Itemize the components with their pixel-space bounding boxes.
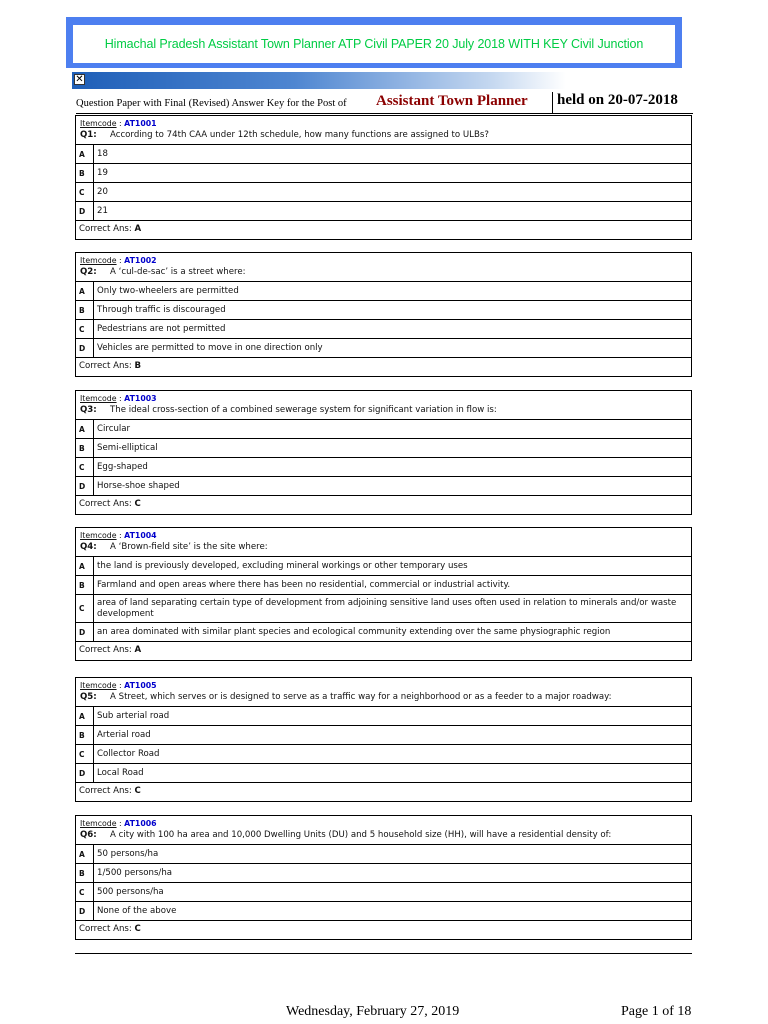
- itemcode: Itemcode : AT1001: [80, 119, 157, 128]
- option-row: [76, 707, 691, 726]
- option-row: [76, 145, 691, 164]
- question-number: Q4:: [80, 542, 97, 552]
- option-letter: C: [76, 320, 94, 338]
- option-letter: D: [76, 902, 94, 920]
- option-row: [76, 726, 691, 745]
- header-post: Assistant Town Planner: [376, 93, 528, 109]
- option-row: [76, 595, 691, 623]
- option-text: Through traffic is discouraged: [97, 305, 226, 315]
- option-text: 21: [97, 206, 108, 216]
- answer-value: A: [134, 224, 142, 234]
- answer-value: C: [134, 924, 141, 934]
- correct-answer: Correct Ans: B: [79, 361, 142, 371]
- question-block: [75, 115, 692, 240]
- question-number: Q6:: [80, 830, 97, 840]
- answer-value: C: [134, 499, 141, 509]
- option-letter: B: [76, 164, 94, 182]
- itemcode-value: AT1005: [124, 681, 157, 690]
- banner-title: Himachal Pradesh Assistant Town Planner ATP Civil PAPER 20 July 2018 WITH KEY Civil Junction: [104, 37, 644, 51]
- title-banner: [66, 17, 682, 68]
- question-header: [76, 528, 691, 557]
- option-text: Only two-wheelers are permitted: [97, 286, 239, 296]
- option-text: 19: [97, 168, 108, 178]
- option-text: Vehicles are permitted to move in one direction only: [97, 343, 323, 353]
- question-number: Q2:: [80, 267, 97, 277]
- option-text: Egg-shaped: [97, 462, 148, 472]
- option-letter: C: [76, 458, 94, 476]
- option-letter: B: [76, 439, 94, 457]
- itemcode: Itemcode : AT1003: [80, 394, 157, 403]
- itemcode-value: AT1003: [124, 394, 157, 403]
- correct-answer: Correct Ans: C: [79, 924, 141, 934]
- option-row: [76, 339, 691, 358]
- option-text: the land is previously developed, excluding mineral workings or other temporary uses: [97, 561, 468, 571]
- option-row: [76, 557, 691, 576]
- question-block: [75, 677, 692, 802]
- option-row: [76, 845, 691, 864]
- option-row: [76, 745, 691, 764]
- question-header: [76, 678, 691, 707]
- option-letter: C: [76, 883, 94, 901]
- option-row: [76, 458, 691, 477]
- correct-answer: Correct Ans: A: [79, 224, 142, 234]
- option-text: Arterial road: [97, 730, 151, 740]
- option-letter: C: [76, 745, 94, 763]
- question-text: A city with 100 ha area and 10,000 Dwelling Units (DU) and 5 household size (HH), will have a residential density of:: [110, 830, 612, 840]
- option-row: [76, 439, 691, 458]
- itemcode: Itemcode : AT1004: [80, 531, 157, 540]
- option-row: [76, 883, 691, 902]
- option-text: Circular: [97, 424, 131, 434]
- answer-value: B: [134, 361, 142, 371]
- option-text: area of land separating certain type of development from adjoining sensitive land uses often used in relation to minerals and/or waste development: [97, 598, 677, 619]
- paper-header: [76, 92, 693, 114]
- answer-value: A: [134, 645, 142, 655]
- footer-page-number: Page 1 of 18: [621, 1004, 692, 1019]
- next-block-edge: [75, 953, 692, 956]
- option-text: Collector Road: [97, 749, 160, 759]
- question-header: [76, 116, 691, 145]
- option-row: [76, 576, 691, 595]
- itemcode-value: AT1006: [124, 819, 157, 828]
- itemcode-value: AT1002: [124, 256, 157, 265]
- question-block: [75, 815, 692, 940]
- question-header: [76, 253, 691, 282]
- correct-answer: Correct Ans: C: [79, 786, 141, 796]
- header-divider: [76, 113, 693, 114]
- option-letter: D: [76, 764, 94, 782]
- answer-value: C: [134, 786, 141, 796]
- header-intro: Question Paper with Final (Revised) Answer Key for the Post of: [76, 98, 347, 109]
- option-row: [76, 902, 691, 921]
- question-header: [76, 391, 691, 420]
- question-block: [75, 390, 692, 515]
- option-text: None of the above: [97, 906, 177, 916]
- header-held-date: held on 20-07-2018: [552, 92, 678, 113]
- option-text: Sub arterial road: [97, 711, 170, 721]
- option-row: [76, 282, 691, 301]
- itemcode: Itemcode : AT1006: [80, 819, 157, 828]
- option-letter: A: [76, 145, 94, 163]
- option-row: [76, 183, 691, 202]
- itemcode-value: AT1004: [124, 531, 157, 540]
- question-text: The ideal cross-section of a combined sewerage system for significant variation in flow is:: [110, 405, 497, 415]
- footer-date: Wednesday, February 27, 2019: [286, 1004, 460, 1019]
- option-row: [76, 864, 691, 883]
- option-row: [76, 477, 691, 496]
- option-text: an area dominated with similar plant species and ecological community extending over the same physiographic region: [97, 627, 611, 637]
- option-row: [76, 320, 691, 339]
- option-letter: B: [76, 864, 94, 882]
- option-text: 1/500 persons/ha: [97, 868, 173, 878]
- option-row: [76, 764, 691, 783]
- option-text: 20: [97, 187, 108, 197]
- option-row: [76, 164, 691, 183]
- option-row: [76, 623, 691, 642]
- option-text: Local Road: [97, 768, 144, 778]
- question-number: Q3:: [80, 405, 97, 415]
- question-block: [75, 252, 692, 377]
- option-letter: C: [76, 183, 94, 201]
- option-row: [76, 301, 691, 320]
- option-row: [76, 420, 691, 439]
- option-letter: D: [76, 339, 94, 357]
- question-number: Q1:: [80, 130, 97, 140]
- itemcode: Itemcode : AT1005: [80, 681, 157, 690]
- itemcode: Itemcode : AT1002: [80, 256, 157, 265]
- option-letter: A: [76, 845, 94, 863]
- option-text: Semi-elliptical: [97, 443, 158, 453]
- option-letter: D: [76, 623, 94, 641]
- question-text: A ‘cul-de-sac’ is a street where:: [110, 267, 246, 277]
- question-number: Q5:: [80, 692, 97, 702]
- option-text: 50 persons/ha: [97, 849, 159, 859]
- close-icon[interactable]: ✕: [75, 73, 84, 85]
- option-text: Farmland and open areas where there has been no residential, commercial or industrial activity.: [97, 580, 511, 590]
- option-letter: A: [76, 557, 94, 575]
- option-letter: B: [76, 301, 94, 319]
- question-text: A ‘Brown-field site’ is the site where:: [110, 542, 268, 552]
- option-text: Horse-shoe shaped: [97, 481, 180, 491]
- question-block: [75, 527, 692, 661]
- option-letter: D: [76, 202, 94, 220]
- option-text: 18: [97, 149, 108, 159]
- correct-answer: Correct Ans: C: [79, 499, 141, 509]
- option-letter: A: [76, 707, 94, 725]
- viewer-toolbar: [72, 72, 566, 89]
- option-letter: C: [76, 595, 94, 622]
- option-letter: A: [76, 282, 94, 300]
- option-letter: D: [76, 477, 94, 495]
- question-text: A Street, which serves or is designed to serve as a traffic way for a neighborhood or as a feeder to a major roadway:: [110, 692, 612, 702]
- itemcode-value: AT1001: [124, 119, 157, 128]
- correct-answer: Correct Ans: A: [79, 645, 142, 655]
- option-row: [76, 202, 691, 221]
- question-text: According to 74th CAA under 12th schedule, how many functions are assigned to ULBs?: [110, 130, 489, 140]
- option-text: Pedestrians are not permitted: [97, 324, 226, 334]
- option-letter: A: [76, 420, 94, 438]
- option-letter: B: [76, 576, 94, 594]
- option-text: 500 persons/ha: [97, 887, 164, 897]
- option-letter: B: [76, 726, 94, 744]
- question-header: [76, 816, 691, 845]
